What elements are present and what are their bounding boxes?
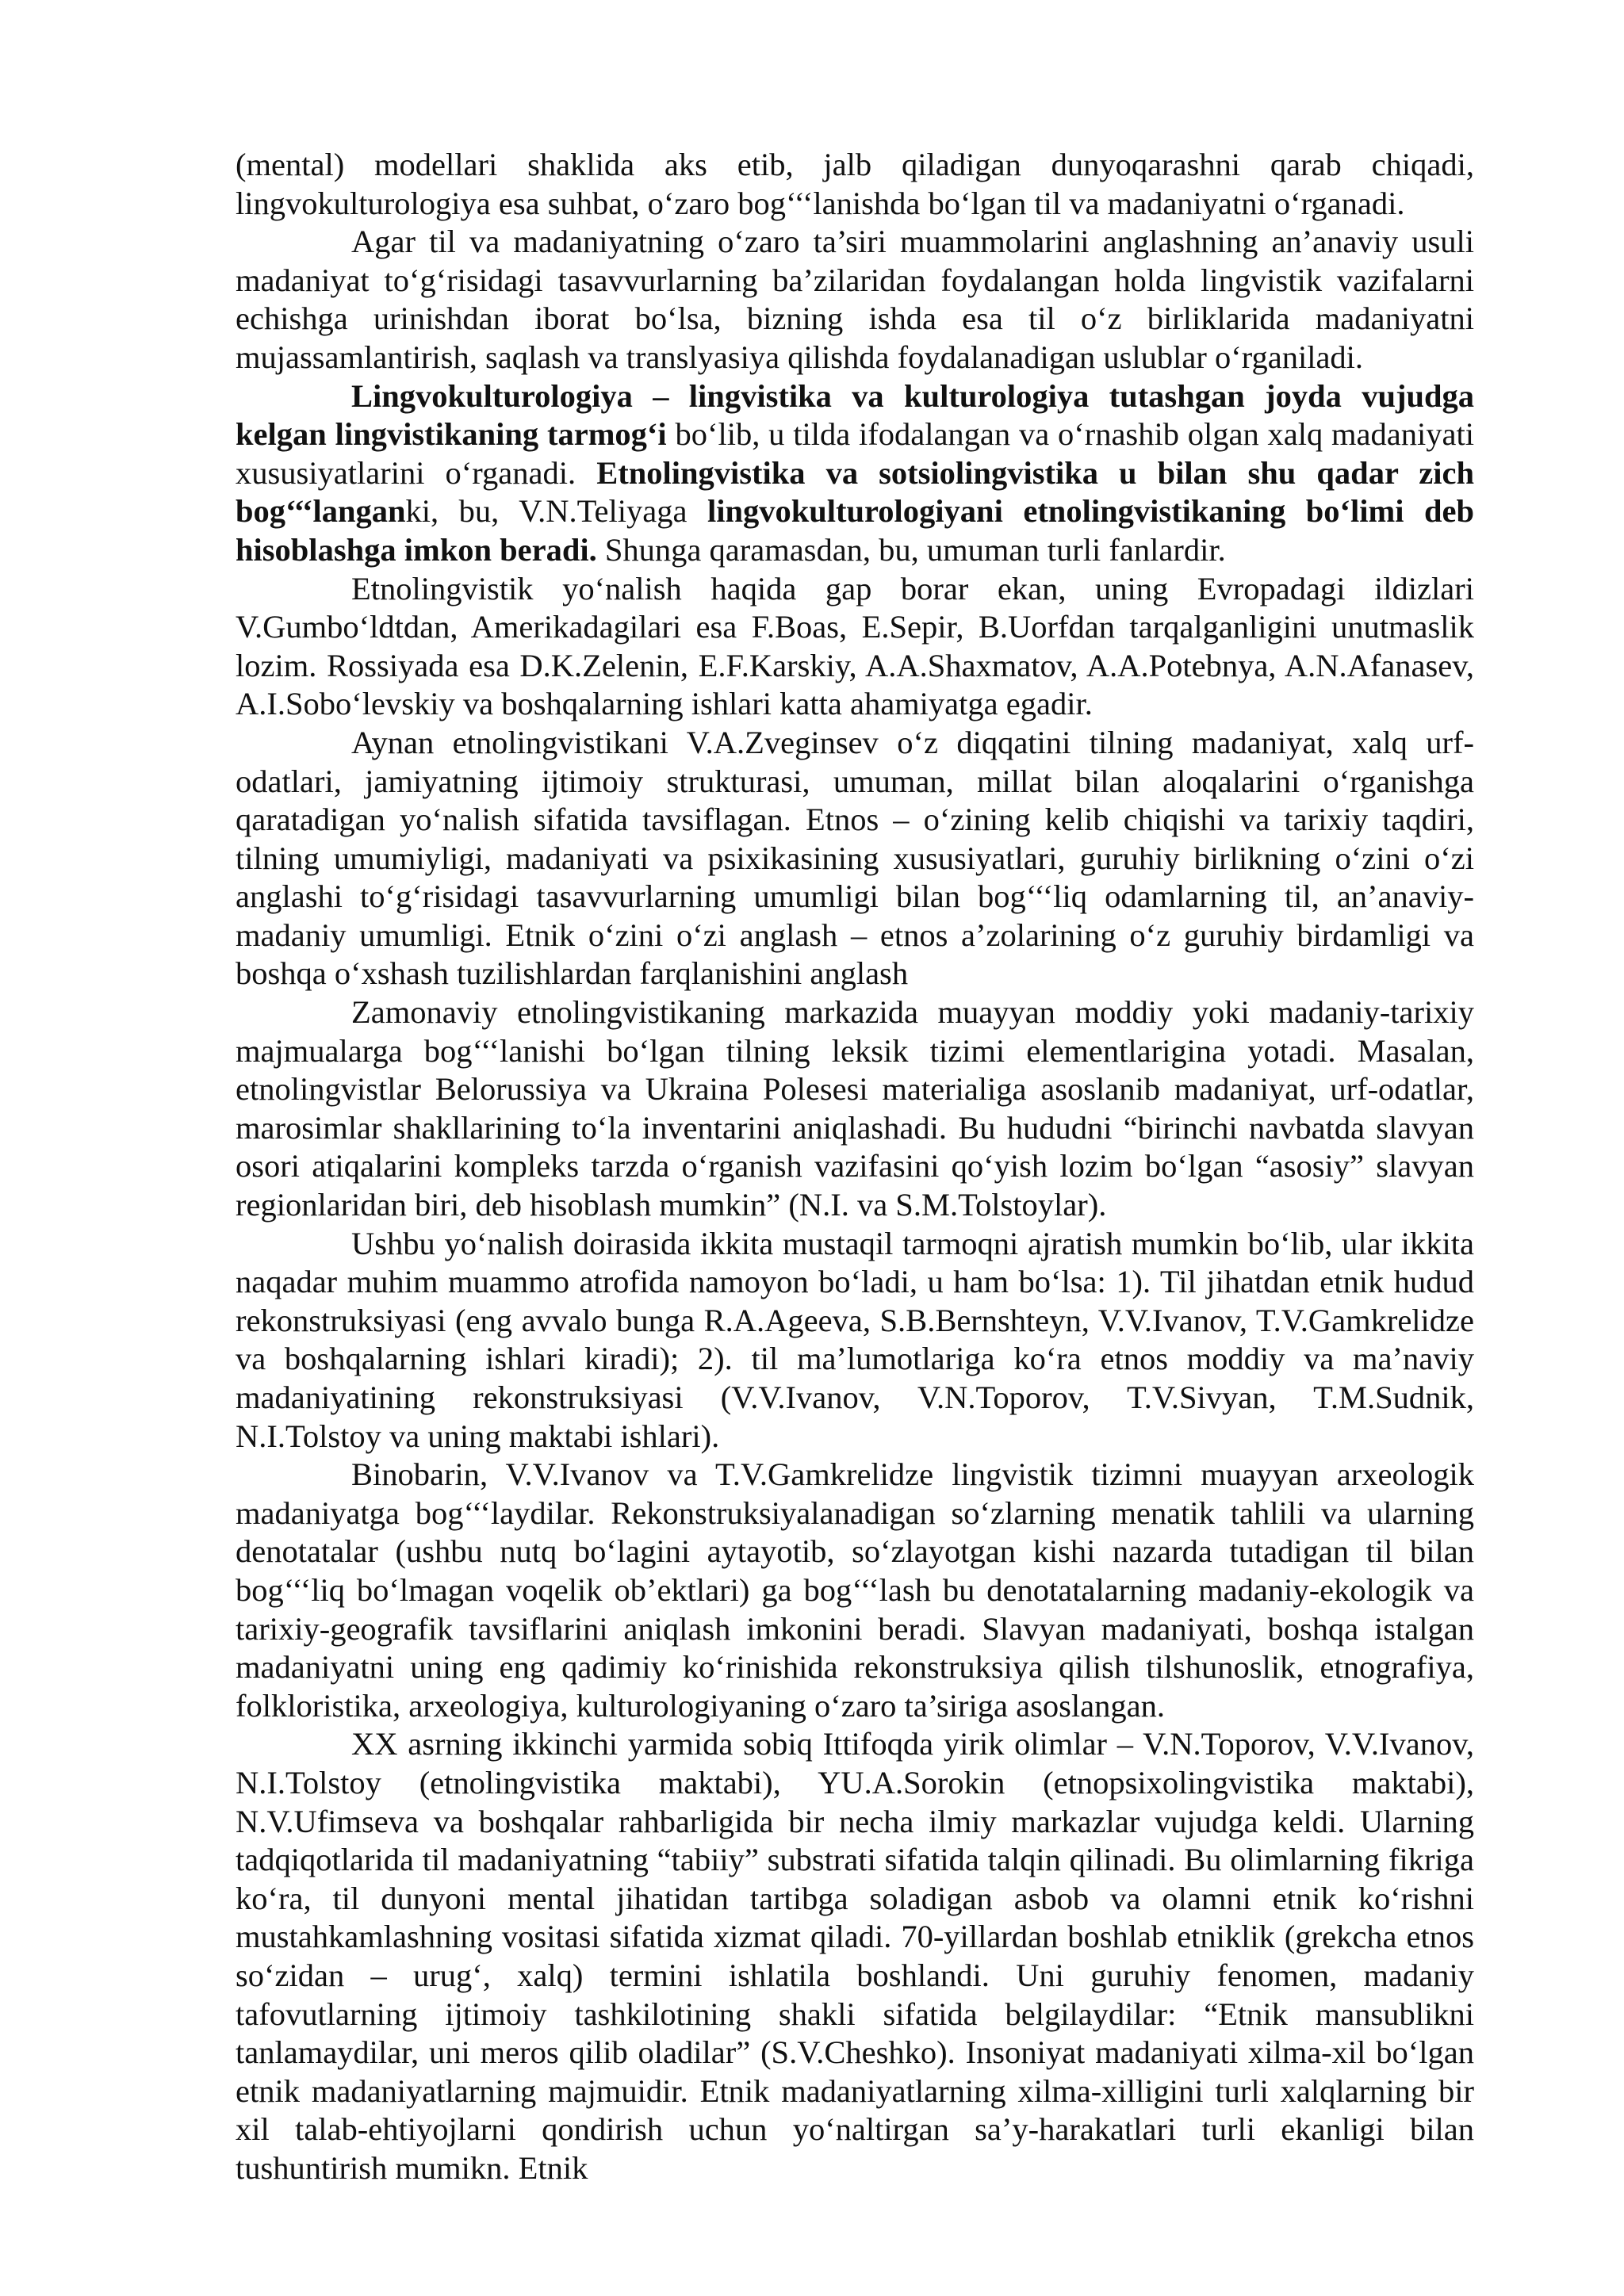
bold-statement-b: lingvokulturologiyani etnolingvistikaning bo‘limi deb hisoblashga imkon beradi. [236,493,1474,568]
paragraph-2: Agar til va madaniyatning o‘zaro ta’siri muammolarini anglashning an’anaviy usuli madaniyat to‘g‘risidagi tasavvurlarning ba’zilaridan foydalangan holda lingvistik vazifalarni echishga urinishdan iborat bo‘lsa, bizning ishda esa til o‘z birliklarida madaniyatni mujassamlantirish, saqlash va translyasiya qilishda foydalanadigan uslublar o‘rganiladi. [236,224,1474,375]
paragraph-6: Zamonaviy etnolingvistikaning markazida muayyan moddiy yoki madaniy-tarixiy majmualarga bog‘‘‘lanishi bo‘lgan tilning leksik tizimi elementlarigina yotadi. Masalan, etnolingvistlar Belorussiya va Ukraina Polesesi materialiga asoslanib madaniyat, urf-odatlar, marosimlar shakllarining to‘la inventarini aniqlashadi. Bu hududni “birinchi navbatda slavyan osori atiqalarini kompleks tarzda o‘rganish vazifasini qo‘yish lozim bo‘lgan “asosiy” slavyan regionlaridan biri, deb hisoblash mumkin” (N.I. va S.M.Tolstoylar). [236,994,1474,1223]
document-page [236,146,1474,2187]
paragraph-4: Etnolingvistik yo‘nalish haqida gap borar ekan, uning Evropadagi ildizlari V.Gumbo‘ldtdan, Amerikadagilari esa F.Boas, E.Sepir, B.Uorfdan tarqalganligini unutmaslik lozim. Rossiyada esa D.K.Zelenin, E.F.Karskiy, A.A.Shaxmatov, A.A.Potebnya, A.N.Afanasev, A.I.Sobo‘levskiy va boshqalarning ishlari katta ahamiyatga egadir. [236,570,1474,722]
bold-definition: Lingvokulturologiya – lingvistika va kulturologiya tutashgan joyda vujudga kelgan lingvistikaning tarmog‘i [236,377,1474,453]
bold-statement-a: Etnolingvistika va sotsiolingvistika u bilan shu qadar zich bog‘‘‘langan [236,454,1474,530]
paragraph-3-text-a: bo‘lib, u tilda ifodalangan va o‘rnashib olgan xalq madaniyati xususiyatlarini o‘rganadi. [236,416,1474,491]
paragraph-7: Ushbu yo‘nalish doirasida ikkita mustaqil tarmoqni ajratish mumkin bo‘lib, ular ikkita naqadar muhim muammo atrofida namoyon bo‘ladi, u ham bo‘lsa: 1). Til jihatdan etnik hudud rekonstruksiyasi (eng avvalo bunga R.A.Ageeva, S.B.Bernshteyn, V.V.Ivanov, T.V.Gamkrelidze va boshqalarning ishlari kiradi); 2). til ma’lumotlariga ko‘ra etnos moddiy va ma’naviy madaniyatining rekonstruksiyasi (V.V.Ivanov, V.N.Toporov, T.V.Sivyan, T.M.Sudnik, N.I.Tolstoy va uning maktabi ishlari). [236,1225,1474,1454]
paragraph-3-text-b: ki, bu, V.N.Teliyaga [405,493,707,530]
paragraph-9: XX asrning ikkinchi yarmida sobiq Ittifoqda yirik olimlar – V.N.Toporov, V.V.Ivanov, N.I.Tolstoy (etnolingvistika maktabi), YU.A.Sorokin (etnopsixolingvistika maktabi), N.V.Ufimseva va boshqalar rahbarligida bir necha ilmiy markazlar vujudga keldi. Ularning tadqiqotlarida til madaniyatning “tabiiy” substrati sifatida talqin qilinadi. Bu olimlarning fikriga ko‘ra, til dunyoni mental jihatidan tartibga soladigan asbob va olamni etnik ko‘rishni mustahkamlashning vositasi sifatida xizmat qiladi. 70-yillardan boshlab etniklik (grekcha etnos so‘zidan – urug‘, xalq) termini ishlatila boshlandi. Uni guruhiy fenomen, madaniy tafovutlarning ijtimoiy tashkilotining shakli sifatida belgilaydilar: “Etnik mansublikni tanlamaydilar, uni meros qilib oladilar” (S.V.Cheshko). Insoniyat madaniyati xilma-xil bo‘lgan etnik madaniyatlarning majmuidir. Etnik madaniyatlarning xilma-xilligini turli xalqlarning bir xil talab-ehtiyojlarni qondirish uchun yo‘naltirgan sa’y-harakatlari turli ekanligi bilan tushuntirish mumikn. Etnik [236,1726,1474,2186]
paragraph-5: Aynan etnolingvistikani V.A.Zveginsev o‘z diqqatini tilning madaniyat, xalq urf-odatlari, jamiyatning ijtimoiy strukturasi, umuman, millat bilan aloqalarini o‘rganishga qaratadigan yo‘nalish sifatida tavsiflagan. Etnos – o‘zining kelib chiqishi va tarixiy taqdiri, tilning umumiyligi, madaniyati va psixikasining xususiyatlari, guruhiy birlikning o‘zini o‘zi anglashi to‘g‘risidagi tasavvurlarning umumligi bilan bog‘‘‘liq odamlarning til, an’anaviy-madaniy umumligi. Etnik o‘zini o‘zi anglash – etnos a’zolarining o‘z guruhiy birdamligi va boshqa o‘xshash tuzilishlardan farqlanishini anglash [236,724,1474,992]
paragraph-3-text-c: Shunga qaramasdan, bu, umuman turli fanlardir. [596,531,1226,568]
paragraph-1: (mental) modellari shaklida aks etib, jalb qiladigan dunyoqarashni qarab chiqadi, lingvokulturologiya esa suhbat, o‘zaro bog‘‘‘lanishda bo‘lgan til va madaniyatni o‘rganadi. [236,147,1474,221]
paragraph-8: Binobarin, V.V.Ivanov va T.V.Gamkrelidze lingvistik tizimni muayyan arxeologik madaniyatga bog‘‘‘laydilar. Rekonstruksiyalanadigan so‘zlarning menatik tahlili va ularning denotatalar (ushbu nutq bo‘lagini aytayotib, so‘zlayotgan kishi nazarda tutadigan til bilan bog‘‘‘liq bo‘lmagan voqelik ob’ektlari) ga bog‘‘‘lash bu denotatalarning madaniy-ekologik va tarixiy-geografik tavsiflarini aniqlash imkonini beradi. Slavyan madaniyati, boshqa istalgan madaniyatni uning eng qadimiy ko‘rinishida rekonstruksiya qilish tilshunoslik, etnografiya, folkloristika, arxeologiya, kulturologiyaning o‘zaro ta’siriga asoslangan. [236,1456,1474,1724]
paragraph-3 [236,377,1474,570]
